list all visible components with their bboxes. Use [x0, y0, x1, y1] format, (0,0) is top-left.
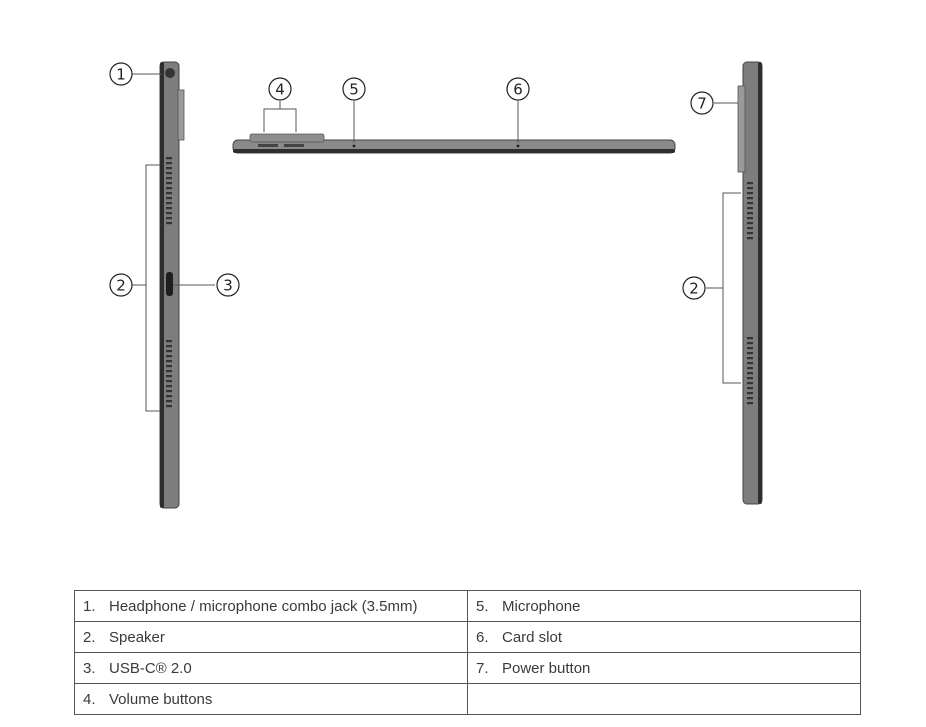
legend-row [75, 622, 861, 653]
usb-c-port [166, 272, 173, 296]
svg-text:4: 4 [275, 80, 285, 99]
volume-button-down [284, 144, 304, 147]
legend-row [75, 591, 861, 622]
legend-cell [468, 684, 861, 715]
legend-number: 5. [476, 597, 489, 615]
svg-text:5: 5 [349, 80, 359, 99]
svg-text:1: 1 [116, 65, 126, 84]
legend-cell [75, 653, 468, 684]
legend-number: 3. [83, 659, 96, 677]
legend-label: Microphone [502, 597, 581, 615]
callout-3 [217, 274, 239, 296]
callout-1 [110, 63, 132, 85]
headphone-jack [165, 68, 175, 78]
legend-cell [468, 622, 861, 653]
top-edge-view [233, 134, 675, 153]
card-slot [517, 145, 520, 148]
legend-number: 7. [476, 659, 489, 677]
callout-2-right [683, 277, 705, 299]
callout-2-left [110, 274, 132, 296]
svg-text:6: 6 [513, 80, 523, 99]
callout-6 [507, 78, 529, 100]
leader-lines [132, 74, 741, 411]
legend-table [74, 590, 861, 715]
microphone-hole [353, 145, 356, 148]
legend-number: 2. [83, 628, 96, 646]
legend-cell [468, 591, 861, 622]
legend-cell [75, 684, 468, 715]
callout-7 [691, 92, 713, 114]
legend-cell [468, 653, 861, 684]
legend-number: 4. [83, 690, 96, 708]
svg-text:2: 2 [116, 276, 126, 295]
svg-text:2: 2 [689, 279, 699, 298]
legend-number: 1. [83, 597, 96, 615]
legend-label: USB-C® 2.0 [109, 659, 192, 677]
legend-row [75, 684, 861, 715]
power-button [738, 86, 745, 172]
volume-button-up [258, 144, 278, 147]
svg-text:3: 3 [223, 276, 233, 295]
right-side-view [738, 62, 762, 504]
legend-row [75, 653, 861, 684]
callout-5 [343, 78, 365, 100]
legend-label: Card slot [502, 628, 563, 646]
legend-label: Power button [502, 659, 591, 677]
legend-cell [75, 591, 468, 622]
legend-cell [75, 622, 468, 653]
legend-number: 6. [476, 628, 489, 646]
callout-4 [269, 78, 291, 100]
legend-label: Speaker [109, 628, 165, 646]
legend-label: Headphone / microphone combo jack (3.5mm) [109, 597, 418, 615]
svg-text:7: 7 [697, 94, 707, 113]
legend-label: Volume buttons [109, 690, 213, 708]
